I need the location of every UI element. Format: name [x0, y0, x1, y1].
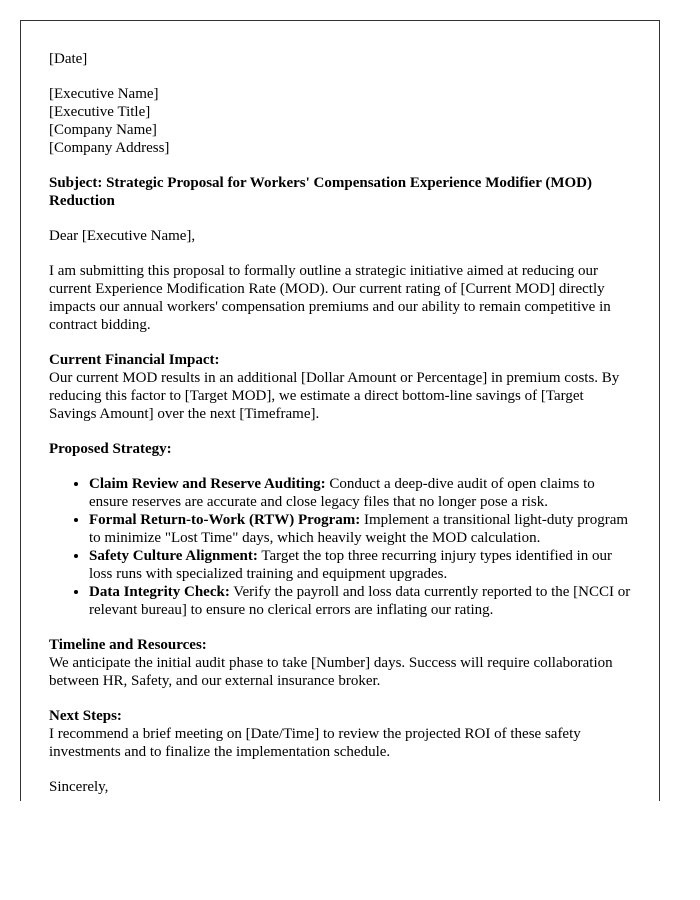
item-title: Safety Culture Alignment:: [89, 548, 258, 564]
item-title: Data Integrity Check:: [89, 584, 230, 600]
next-steps-section: [49, 707, 631, 761]
recipient-block: [49, 85, 631, 157]
item-text: Verify the payroll and loss data currently reported to the [NCCI or relevant bureau] to ensure no clerical errors are inflating our rating.: [89, 584, 631, 618]
item-title: Formal Return-to-Work (RTW) Program:: [89, 512, 361, 528]
recipient-name: [Executive Name]: [49, 86, 159, 102]
timeline-heading: Timeline and Resources:: [49, 637, 207, 653]
recipient-company: [Company Name]: [49, 122, 157, 138]
recipient-address: [Company Address]: [49, 140, 170, 156]
item-text: Implement a transitional light-duty program to minimize "Lost Time" days, which heavily weight the MOD calculation.: [89, 512, 629, 546]
date: [Date]: [49, 51, 88, 67]
next-steps-text: I recommend a brief meeting on [Date/Time] to review the projected ROI of these safety investments and to finalize the implementation schedule.: [49, 726, 581, 760]
item-text: Conduct a deep-dive audit of open claims to ensure reserves are accurate and close legacy files that no longer pose a risk.: [89, 476, 595, 510]
closing: Sincerely,: [49, 779, 109, 795]
financial-heading: Current Financial Impact:: [49, 352, 220, 368]
recipient-title: [Executive Title]: [49, 104, 151, 120]
subject-line: Subject: Strategic Proposal for Workers' Compensation Experience Modifier (MOD) Reduction: [49, 175, 592, 209]
timeline-text: We anticipate the initial audit phase to take [Number] days. Success will require collaboration between HR, Safety, and our external insurance broker.: [49, 655, 613, 689]
financial-section: [49, 351, 631, 423]
list-item: [89, 547, 631, 583]
next-steps-heading: Next Steps:: [49, 708, 122, 724]
list-item: [89, 583, 631, 619]
item-text: Target the top three recurring injury types identified in our loss runs with specialized training and equipment upgrades.: [89, 548, 613, 582]
strategy-list: [49, 475, 631, 619]
letter-page: [20, 20, 660, 801]
financial-text: Our current MOD results in an additional [Dollar Amount or Percentage] in premium costs. By reducing this factor to [Target MOD], we estimate a direct bottom-line savings of [Target Savings Amount] over the next [Timeframe].: [49, 370, 620, 422]
list-item: [89, 475, 631, 511]
item-title: Claim Review and Reserve Auditing:: [89, 476, 326, 492]
salutation: Dear [Executive Name],: [49, 228, 196, 244]
intro-paragraph: I am submitting this proposal to formally outline a strategic initiative aimed at reducing our current Experience Modification Rate (MOD). Our current rating of [Current MOD] directly impacts our annual workers' compensation premiums and our ability to remain competitive in contract bidding.: [49, 263, 611, 333]
strategy-heading: Proposed Strategy:: [49, 441, 172, 457]
list-item: [89, 511, 631, 547]
timeline-section: [49, 636, 631, 690]
